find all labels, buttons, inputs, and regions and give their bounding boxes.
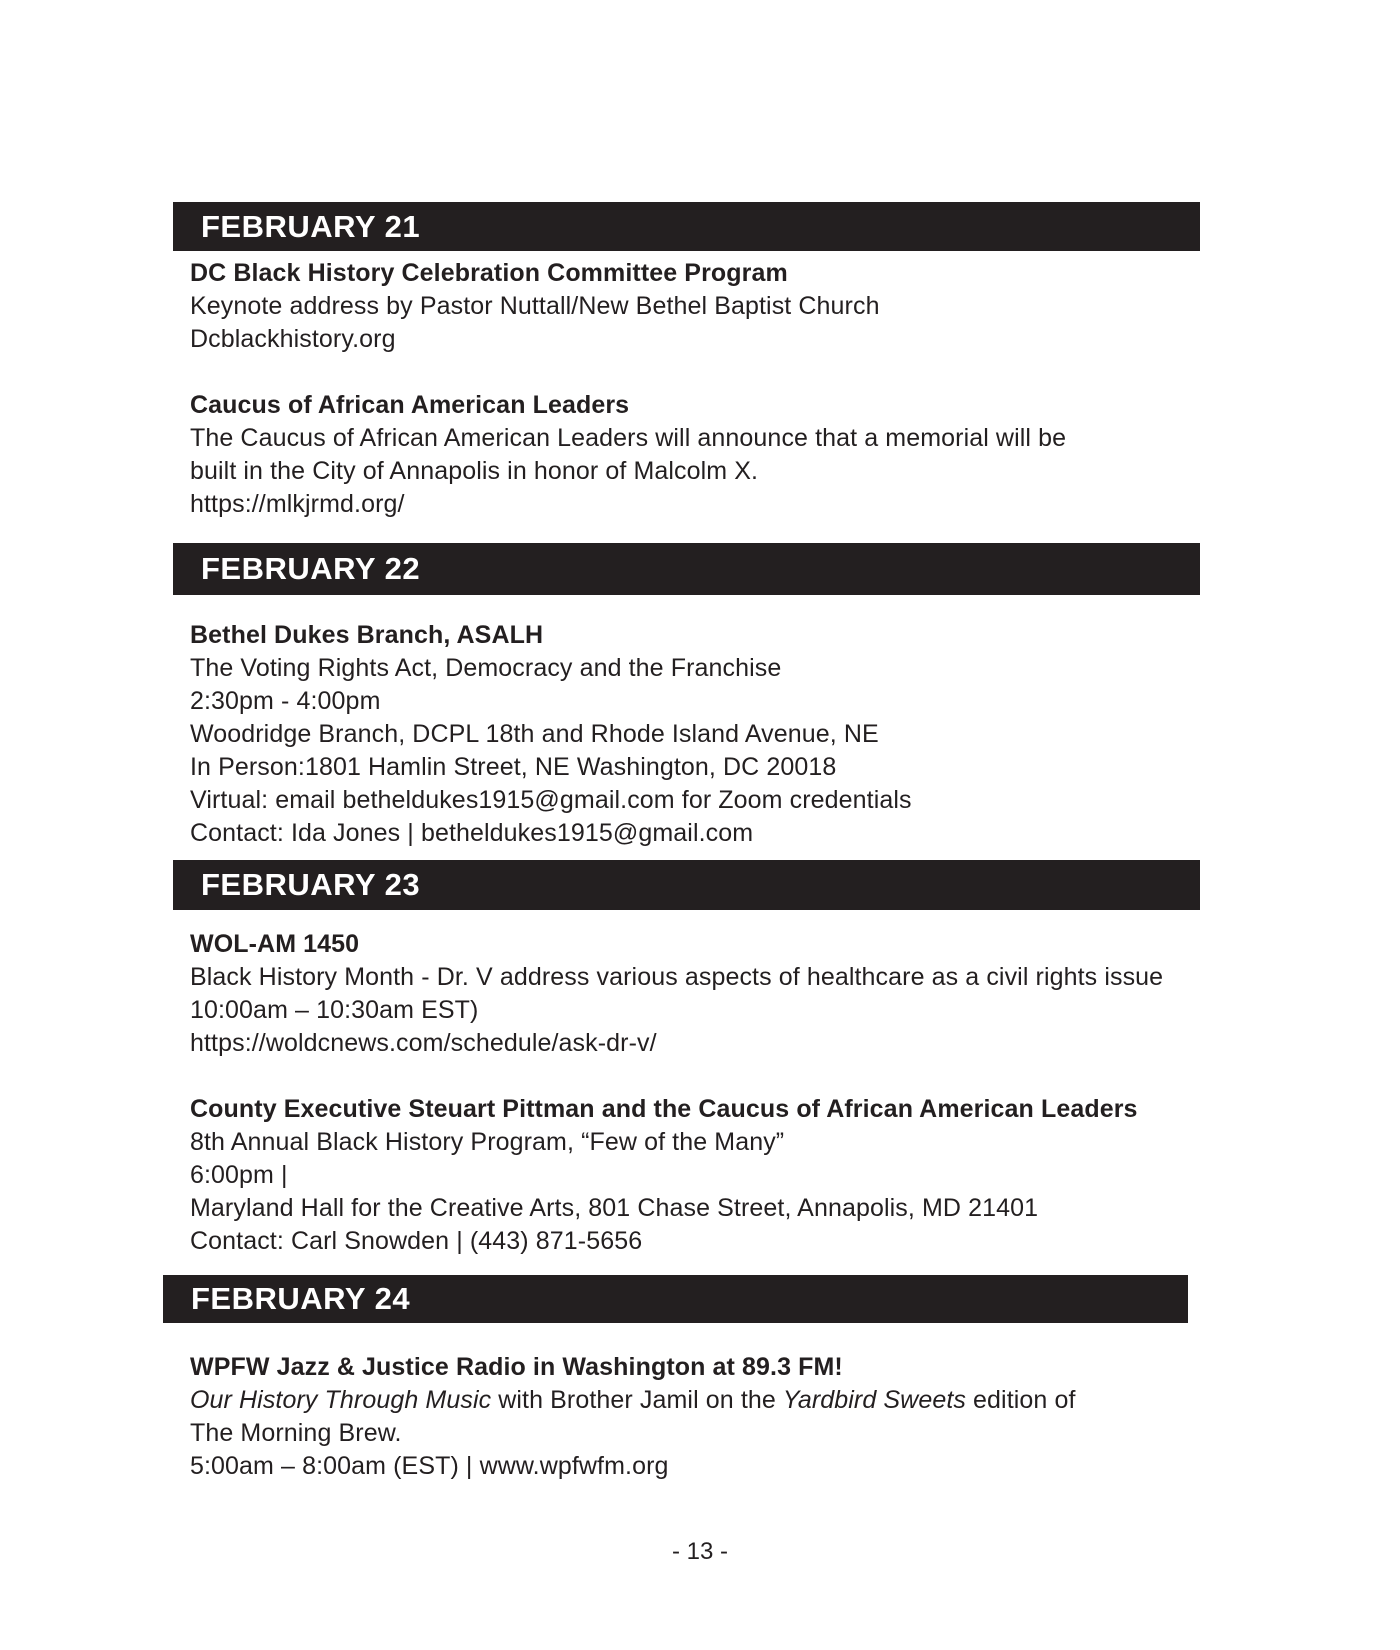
plain-text: edition of <box>966 1386 1076 1414</box>
event-dc-black-history-program <box>190 257 1400 356</box>
event-line: built in the City of Annapolis in honor of Malcolm X. <box>190 457 759 485</box>
event-location: Woodridge Branch, DCPL 18th and Rhode Island Avenue, NE <box>190 720 879 748</box>
section-header-label: FEBRUARY 22 <box>201 551 421 586</box>
event-time: 2:30pm - 4:00pm <box>190 687 381 715</box>
page-number: - 13 - <box>671 1538 728 1565</box>
section-header-label: FEBRUARY 21 <box>201 208 421 244</box>
event-title: Caucus of African American Leaders <box>190 391 630 419</box>
event-virtual-info: Virtual: email betheldukes1915@gmail.com for Zoom credentials <box>190 786 912 814</box>
section-february-22 <box>190 619 1400 850</box>
event-bethel-dukes-branch <box>190 619 1400 850</box>
event-title: Bethel Dukes Branch, ASALH <box>190 621 544 649</box>
section-header-bar-february-21 <box>173 202 1200 251</box>
event-line: Keynote address by Pastor Nuttall/New Bethel Baptist Church <box>190 292 880 320</box>
event-line: The Voting Rights Act, Democracy and the Franchise <box>190 654 782 682</box>
section-february-23 <box>190 928 1400 1258</box>
event-url: https://woldcnews.com/schedule/ask-dr-v/ <box>190 1029 657 1057</box>
plain-text: with Brother Jamil on the <box>491 1386 783 1414</box>
event-wpfw-jazz-justice-radio <box>190 1351 1400 1483</box>
italic-edition-name: Yardbird Sweets <box>782 1386 966 1414</box>
event-title: DC Black History Celebration Committee Program <box>190 259 788 287</box>
event-contact: Contact: Ida Jones | betheldukes1915@gmail.com <box>190 819 754 847</box>
section-header-bar-february-23 <box>173 860 1200 910</box>
event-wol-am-1450 <box>190 928 1400 1060</box>
event-title: WPFW Jazz & Justice Radio in Washington at 89.3 FM! <box>190 1353 843 1381</box>
event-line: The Caucus of African American Leaders will announce that a memorial will be <box>190 424 1067 452</box>
event-line: Black History Month - Dr. V address various aspects of healthcare as a civil rights issue <box>190 963 1164 991</box>
event-line-mixed-italic <box>190 1384 1400 1417</box>
section-header-bar-february-24 <box>163 1275 1188 1323</box>
event-time: 10:00am – 10:30am EST) <box>190 996 479 1024</box>
event-url: https://mlkjrmd.org/ <box>190 490 405 518</box>
section-header-bar-february-22 <box>173 543 1200 595</box>
event-url: Dcblackhistory.org <box>190 325 396 353</box>
event-title: County Executive Steuart Pittman and the Caucus of African American Leaders <box>190 1095 1138 1123</box>
section-header-label: FEBRUARY 24 <box>191 1281 411 1316</box>
event-title: WOL-AM 1450 <box>190 930 360 958</box>
event-contact: Contact: Carl Snowden | (443) 871-5656 <box>190 1227 643 1255</box>
event-time-url: 5:00am – 8:00am (EST) | www.wpfwfm.org <box>190 1452 669 1480</box>
event-time: 6:00pm | <box>190 1161 288 1189</box>
event-location: Maryland Hall for the Creative Arts, 801 Chase Street, Annapolis, MD 21401 <box>190 1194 1039 1222</box>
event-county-executive-program <box>190 1093 1400 1258</box>
event-address: In Person:1801 Hamlin Street, NE Washington, DC 20018 <box>190 753 837 781</box>
section-february-21 <box>190 257 1400 521</box>
italic-show-name: Our History Through Music <box>190 1386 492 1414</box>
event-caucus-african-american-leaders <box>190 389 1400 521</box>
section-february-24 <box>190 1351 1400 1483</box>
event-line: 8th Annual Black History Program, “Few of the Many” <box>190 1128 785 1156</box>
event-line: The Morning Brew. <box>190 1419 402 1447</box>
section-header-label: FEBRUARY 23 <box>201 867 421 902</box>
